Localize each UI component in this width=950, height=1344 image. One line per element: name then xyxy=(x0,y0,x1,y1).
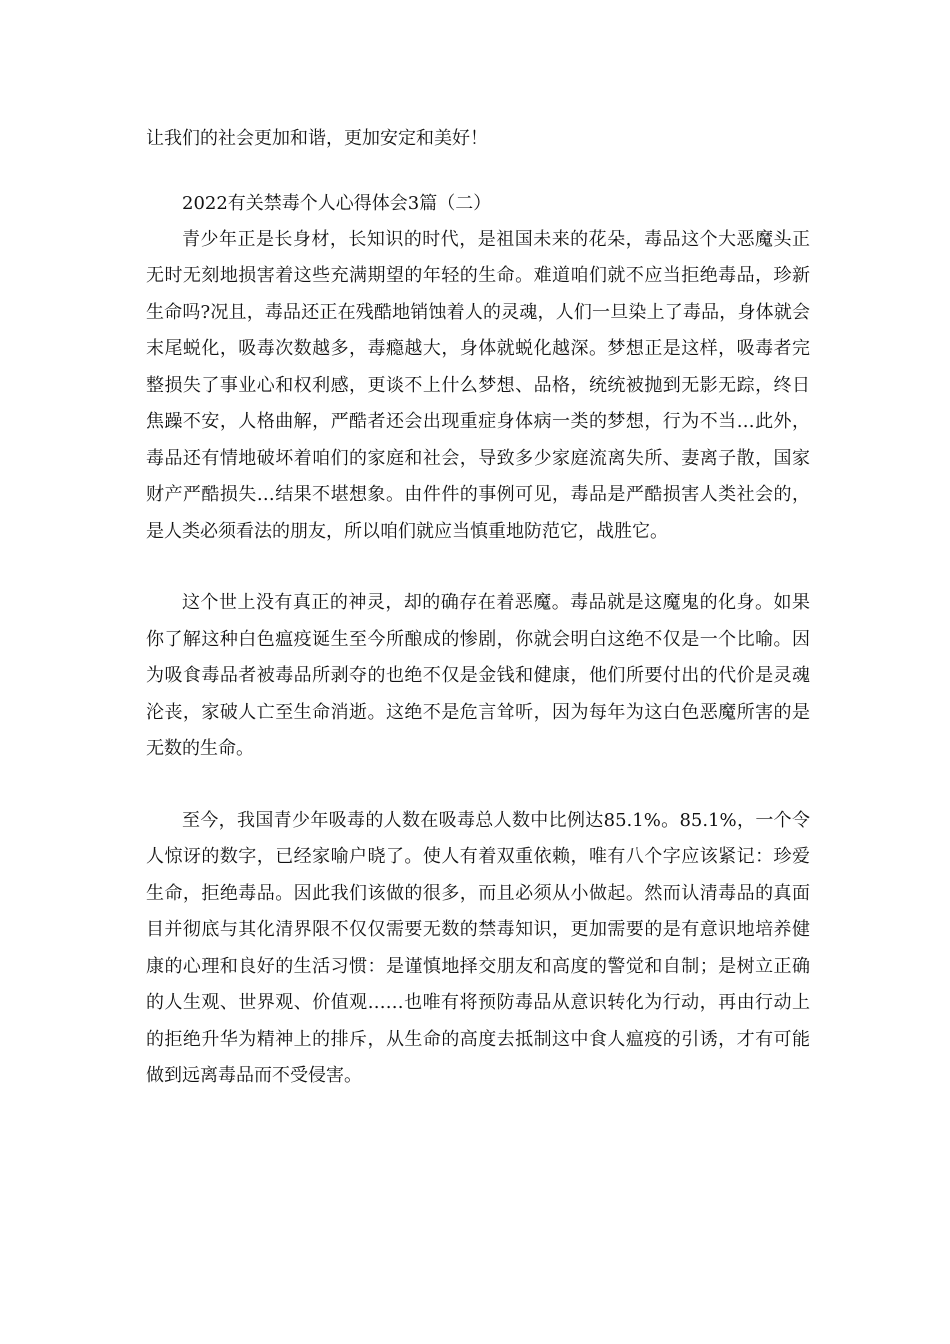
section-title: 2022有关禁毒个人心得体会3篇（二） xyxy=(182,192,492,214)
document-body xyxy=(146,121,810,1095)
paragraph-1: 青少年正是长身材，长知识的时代，是祖国未来的花朵，毒品这个大恶魔头正无时无刻地损害着这些充满期望的年轻的生命。难道咱们就不应当拒绝毒品，珍新生命吗?况且，毒品还正在残酷地销蚀着人的灵魂，人们一旦染上了毒品，身体就会末尾蜕化，吸毒次数越多，毒瘾越大，身体就蜕化越深。梦想正是这样，吸毒者完整损失了事业心和权利感，更谈不上什么梦想、品格，统统被抛到无影无踪，终日焦躁不安，人格曲解，严酷者还会出现重症身体病一类的梦想，行为不当…此外，毒品还有情地破坏着咱们的家庭和社会，导致多少家庭流离失所、妻离子散，国家财产严酷损失…结果不堪想象。由件件的事例可见，毒品是严酷损害人类社会的，是人类必须看法的朋友，所以咱们就应当慎重地防范它，战胜它。 xyxy=(146,228,810,542)
paragraph-2: 这个世上没有真正的神灵，却的确存在着恶魔。毒品就是这魔鬼的化身。如果你了解这种白色瘟疫诞生至今所酿成的惨剧，你就会明白这绝不仅是一个比喻。因为吸食毒品者被毒品所剥夺的也绝不仅是金钱和健康，他们所要付出的代价是灵魂沦丧，家破人亡至生命消逝。这绝不是危言耸听，因为每年为这白色恶魔所害的是无数的生命。 xyxy=(146,592,810,759)
spacer xyxy=(146,768,810,803)
spacer xyxy=(146,158,810,186)
spacer xyxy=(146,550,810,585)
continuation-text: 让我们的社会更加和谐，更加安定和美好！ xyxy=(146,128,488,149)
paragraph-3: 至今，我国青少年吸毒的人数在吸毒总人数中比例达85.1%。85.1%，一个令人惊讶的数字，已经家喻户晓了。使人有着双重依赖，唯有八个字应该紧记：珍爱生命，拒绝毒品。因此我们该做的很多，而且必须从小做起。然而认清毒品的真面目并彻底与其化清界限不仅仅需要无数的禁毒知识，更加需要的是有意识地培养健康的心理和良好的生活习惯：是谨慎地择交朋友和高度的警觉和自制；是树立正确的人生观、世界观、价值观……也唯有将预防毒品从意识转化为行动，再由行动上的拒绝升华为精神上的排斥，从生命的高度去抵制这中食人瘟疫的引诱，才有可能做到远离毒品而不受侵害。 xyxy=(146,809,810,1086)
